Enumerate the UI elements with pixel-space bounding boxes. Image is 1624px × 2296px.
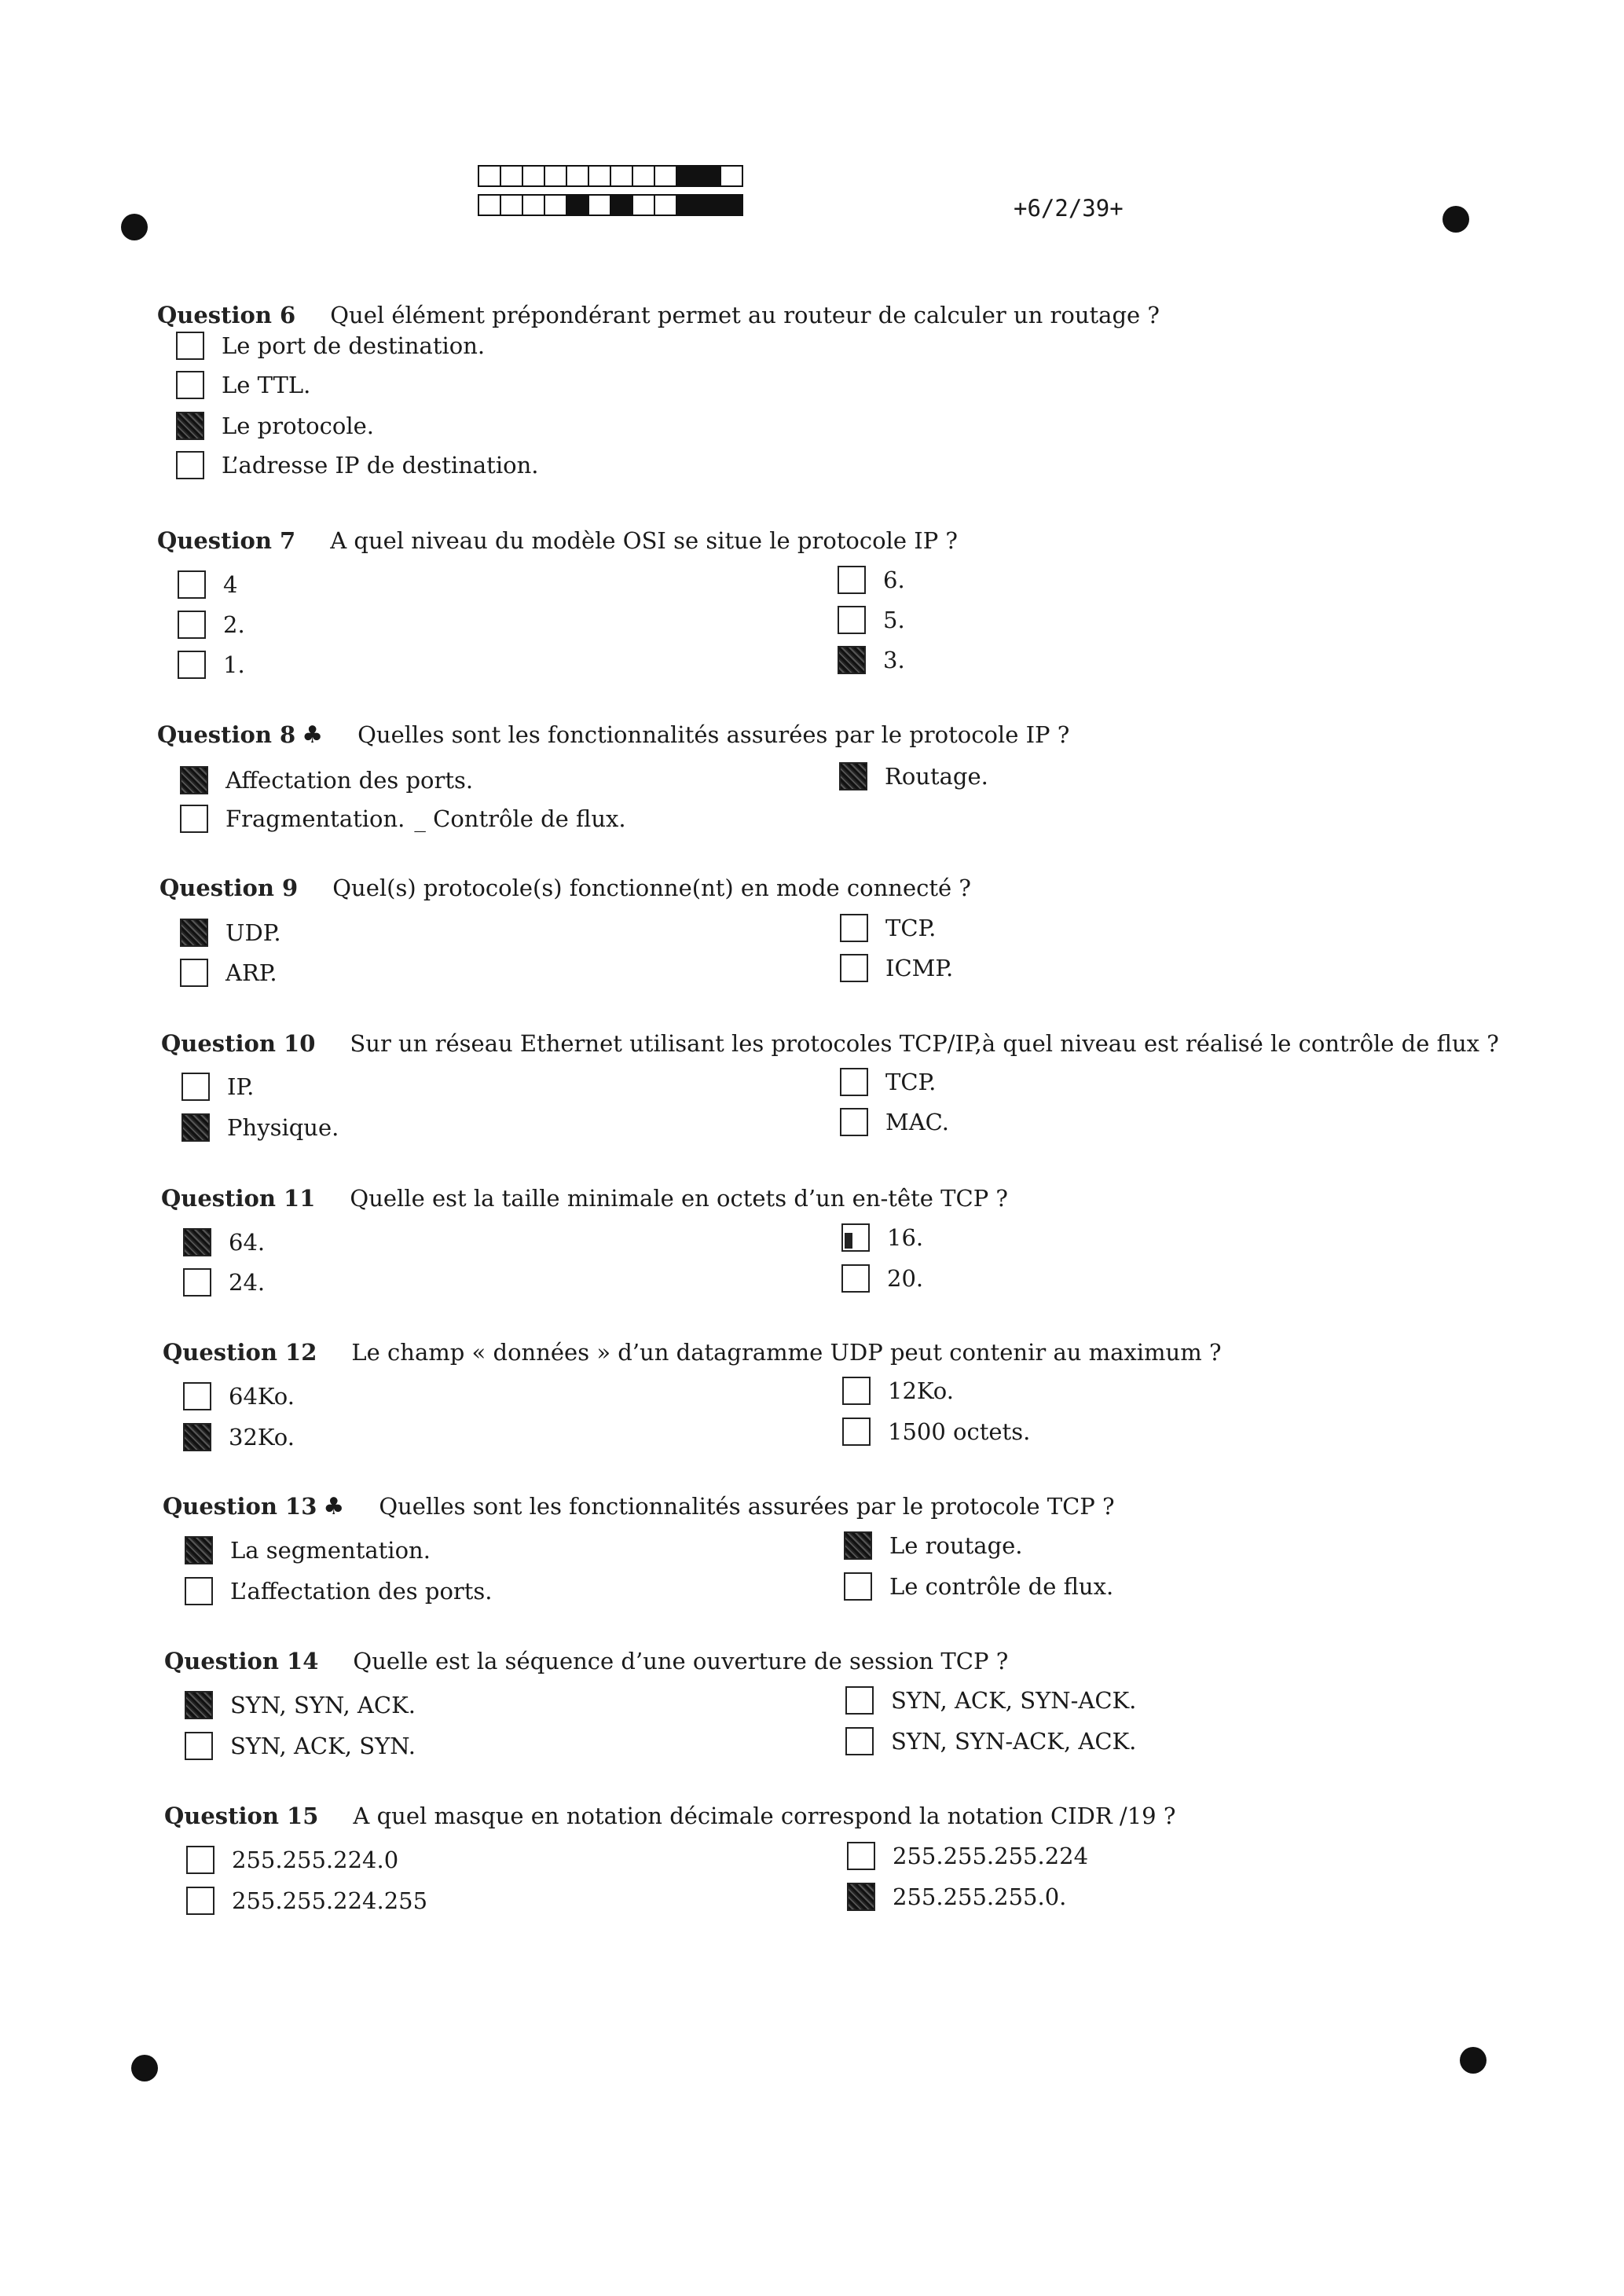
answer-label: Le contrôle de flux. bbox=[889, 1573, 1114, 1600]
question-text: A quel masque en notation décimale correspond la notation CIDR /19 ? bbox=[353, 1803, 1176, 1829]
barcode-cell bbox=[632, 165, 655, 187]
multiple-answer-club-icon: ♣ bbox=[302, 721, 324, 749]
checkbox[interactable] bbox=[178, 611, 206, 639]
answer-option[interactable] bbox=[840, 1068, 936, 1096]
question-label: Question 9 bbox=[159, 875, 299, 901]
barcode-cell bbox=[588, 194, 611, 216]
checkbox[interactable] bbox=[185, 1577, 213, 1605]
answer-option[interactable] bbox=[180, 766, 473, 794]
registration-mark-top-right bbox=[1443, 206, 1469, 233]
answer-option[interactable] bbox=[186, 1846, 398, 1874]
answer-option[interactable] bbox=[185, 1732, 416, 1760]
question-header bbox=[164, 1803, 1175, 1829]
answer-label: 32Ko. bbox=[229, 1424, 295, 1451]
checkbox[interactable] bbox=[845, 1727, 874, 1755]
answer-label: TCP. bbox=[885, 915, 937, 941]
answer-label: 255.255.224.255 bbox=[232, 1887, 428, 1914]
answer-label: 64. bbox=[229, 1229, 266, 1256]
checkbox-checked[interactable] bbox=[838, 646, 866, 674]
answer-label: Le protocole. bbox=[222, 413, 374, 439]
answer-label: Fragmentation. bbox=[225, 805, 405, 832]
answer-option[interactable] bbox=[185, 1577, 493, 1605]
barcode-cell bbox=[676, 165, 699, 187]
answer-option[interactable] bbox=[185, 1691, 416, 1719]
answer-option[interactable] bbox=[840, 914, 936, 942]
question-text: Quel élément prépondérant permet au routeur de calculer un routage ? bbox=[330, 302, 1160, 328]
answer-option[interactable] bbox=[183, 1382, 295, 1410]
checkbox-checked[interactable] bbox=[183, 1423, 211, 1451]
question-text: Sur un réseau Ethernet utilisant les protocoles TCP/IP,à quel niveau est réalisé le contrôle de flux ? bbox=[350, 1030, 1499, 1057]
checkbox-checked[interactable] bbox=[844, 1531, 872, 1560]
answer-option[interactable] bbox=[183, 1228, 265, 1256]
answer-label: 1500 octets. bbox=[888, 1418, 1031, 1445]
barcode-cell bbox=[478, 165, 501, 187]
answer-label: ICMP. bbox=[885, 955, 954, 981]
answer-label: SYN, SYN, ACK. bbox=[230, 1692, 416, 1718]
question-label: Question 7 bbox=[157, 527, 296, 554]
barcode-row bbox=[478, 165, 742, 187]
checkbox[interactable] bbox=[180, 805, 208, 833]
answer-option[interactable] bbox=[844, 1531, 1023, 1560]
question-label: Question 6 bbox=[157, 302, 296, 328]
barcode-cell bbox=[544, 165, 567, 187]
barcode-cell bbox=[720, 194, 743, 216]
answer-option[interactable] bbox=[842, 1377, 954, 1405]
answer-option[interactable] bbox=[844, 1572, 1113, 1601]
checkbox-checked[interactable] bbox=[185, 1691, 213, 1719]
answer-label: L’adresse IP de destination. bbox=[222, 452, 539, 479]
question-header bbox=[159, 875, 971, 901]
question-header bbox=[163, 1339, 1222, 1366]
question-header bbox=[161, 1030, 1499, 1057]
barcode-cell bbox=[654, 194, 677, 216]
question-text: Quel(s) protocole(s) fonctionne(nt) en mode connecté ? bbox=[332, 875, 971, 901]
barcode-cell bbox=[610, 165, 633, 187]
checkbox-checked[interactable] bbox=[185, 1536, 213, 1564]
answer-option[interactable] bbox=[186, 1887, 427, 1915]
checkbox-checked[interactable] bbox=[176, 412, 204, 440]
barcode-cell bbox=[566, 194, 589, 216]
barcode-cell bbox=[720, 165, 743, 187]
page-id: +6/2/39+ bbox=[1014, 195, 1124, 222]
answer-label: IP. bbox=[227, 1073, 255, 1100]
question-header bbox=[163, 1493, 1115, 1520]
answer-label: Le port de destination. bbox=[222, 332, 486, 359]
answer-option[interactable] bbox=[840, 1108, 949, 1136]
answer-option[interactable] bbox=[178, 570, 237, 599]
checkbox[interactable] bbox=[841, 1264, 870, 1293]
question-header bbox=[157, 721, 1069, 749]
multiple-answer-club-icon: ♣ bbox=[323, 1493, 345, 1520]
question-label: Question 13 bbox=[163, 1493, 317, 1520]
answer-option[interactable] bbox=[183, 1268, 265, 1297]
question-label: Question 11 bbox=[161, 1185, 316, 1212]
answer-label: 4 bbox=[223, 571, 238, 598]
answer-label: 16. bbox=[887, 1224, 924, 1251]
answer-option[interactable] bbox=[176, 412, 374, 440]
question-header bbox=[157, 302, 1160, 328]
barcode-row bbox=[478, 194, 742, 216]
answer-option[interactable] bbox=[847, 1842, 1088, 1870]
answer-label: SYN, SYN-ACK, ACK. bbox=[891, 1728, 1137, 1755]
checkbox[interactable] bbox=[845, 1686, 874, 1715]
question-header bbox=[157, 527, 958, 554]
checkbox[interactable] bbox=[178, 651, 206, 679]
barcode-cell bbox=[588, 165, 611, 187]
answer-option[interactable] bbox=[847, 1883, 1066, 1911]
answer-label: L’affectation des ports. bbox=[230, 1578, 493, 1605]
answer-label: TCP. bbox=[885, 1069, 937, 1095]
answer-label: 5. bbox=[883, 607, 905, 633]
checkbox[interactable] bbox=[847, 1842, 875, 1870]
barcode-cell bbox=[522, 165, 545, 187]
barcode-cell bbox=[632, 194, 655, 216]
answer-option[interactable] bbox=[838, 606, 905, 634]
answer-option[interactable] bbox=[180, 919, 281, 947]
answer-option[interactable] bbox=[176, 371, 310, 399]
answer-option[interactable] bbox=[839, 762, 988, 790]
answer-label: 24. bbox=[229, 1269, 266, 1296]
answer-label: 6. bbox=[883, 567, 905, 593]
question-label: Question 14 bbox=[164, 1648, 319, 1674]
answer-label: 3. bbox=[883, 647, 905, 673]
answer-option[interactable] bbox=[845, 1727, 1136, 1755]
barcode-cell bbox=[522, 194, 545, 216]
checkbox[interactable] bbox=[186, 1846, 214, 1874]
answer-option[interactable] bbox=[841, 1264, 923, 1293]
checkbox[interactable] bbox=[842, 1377, 871, 1405]
answer-option[interactable] bbox=[845, 1686, 1136, 1715]
answer-option[interactable] bbox=[178, 611, 245, 639]
question-label: Question 15 bbox=[164, 1803, 319, 1829]
question-text: Quelles sont les fonctionnalités assurées par le protocole IP ? bbox=[357, 721, 1070, 748]
answer-label: ARP. bbox=[225, 959, 277, 986]
barcode-cell bbox=[698, 165, 721, 187]
checkbox[interactable] bbox=[176, 371, 204, 399]
answer-option[interactable] bbox=[838, 566, 905, 594]
answer-label: Affectation des ports. bbox=[225, 767, 474, 794]
answer-option[interactable] bbox=[176, 451, 538, 479]
barcode-cell bbox=[500, 194, 523, 216]
answer-option[interactable] bbox=[840, 954, 953, 982]
answer-label: 20. bbox=[887, 1265, 924, 1292]
answer-option[interactable] bbox=[180, 805, 626, 833]
barcode-cell bbox=[500, 165, 523, 187]
handwritten-annotation: _ Contrôle de flux. bbox=[414, 805, 626, 832]
question-header bbox=[161, 1185, 1008, 1212]
answer-option[interactable] bbox=[842, 1418, 1030, 1446]
checkbox[interactable] bbox=[183, 1268, 211, 1297]
answer-label: 12Ko. bbox=[888, 1377, 954, 1404]
answer-label: Routage. bbox=[885, 763, 988, 790]
question-text: Quelles sont les fonctionnalités assurées par le protocole TCP ? bbox=[379, 1493, 1115, 1520]
question-text: Le champ « données » d’un datagramme UDP peut contenir au maximum ? bbox=[351, 1339, 1222, 1366]
registration-mark-bottom-right bbox=[1460, 2047, 1487, 2074]
checkbox[interactable] bbox=[844, 1572, 872, 1601]
barcode-cell bbox=[698, 194, 721, 216]
checkbox-checked[interactable] bbox=[180, 766, 208, 794]
answer-label: 2. bbox=[223, 611, 245, 638]
question-text: Quelle est la séquence d’une ouverture de session TCP ? bbox=[353, 1648, 1009, 1674]
answer-label: Physique. bbox=[227, 1114, 339, 1141]
barcode-cell bbox=[676, 194, 699, 216]
answer-option[interactable] bbox=[185, 1536, 431, 1564]
answer-label: MAC. bbox=[885, 1109, 950, 1135]
answer-label: Le routage. bbox=[889, 1532, 1023, 1559]
answer-option[interactable] bbox=[181, 1113, 339, 1142]
checkbox[interactable] bbox=[186, 1887, 214, 1915]
answer-option[interactable] bbox=[181, 1073, 254, 1101]
checkbox-checked[interactable] bbox=[839, 762, 867, 790]
checkbox-checked[interactable] bbox=[847, 1883, 875, 1911]
checkbox[interactable] bbox=[842, 1418, 871, 1446]
answer-option[interactable] bbox=[183, 1423, 295, 1451]
answer-label: UDP. bbox=[225, 919, 281, 946]
barcode-cell bbox=[544, 194, 567, 216]
answer-label: 255.255.255.0. bbox=[893, 1883, 1067, 1910]
registration-mark-bottom-left bbox=[131, 2055, 158, 2081]
question-label: Question 8 bbox=[157, 721, 296, 748]
answer-option[interactable] bbox=[838, 646, 905, 674]
answer-option[interactable] bbox=[176, 332, 485, 360]
checkbox[interactable] bbox=[180, 959, 208, 987]
answer-label: SYN, ACK, SYN. bbox=[230, 1733, 416, 1759]
checkbox[interactable] bbox=[841, 1223, 870, 1252]
answer-label: 255.255.255.224 bbox=[893, 1843, 1089, 1869]
checkbox[interactable] bbox=[176, 451, 204, 479]
barcode-cell bbox=[610, 194, 633, 216]
answer-label: SYN, ACK, SYN-ACK. bbox=[891, 1687, 1137, 1714]
checkbox[interactable] bbox=[181, 1073, 210, 1101]
answer-option[interactable] bbox=[178, 651, 245, 679]
answer-label: 64Ko. bbox=[229, 1383, 295, 1410]
checkbox-checked[interactable] bbox=[181, 1113, 210, 1142]
checkbox[interactable] bbox=[838, 566, 866, 594]
question-text: A quel niveau du modèle OSI se situe le protocole IP ? bbox=[330, 527, 958, 554]
registration-mark-top-left bbox=[121, 214, 148, 240]
checkbox-checked[interactable] bbox=[183, 1228, 211, 1256]
answer-label: 1. bbox=[223, 651, 245, 678]
answer-option[interactable] bbox=[841, 1223, 923, 1252]
checkbox[interactable] bbox=[840, 1108, 868, 1136]
answer-option[interactable] bbox=[180, 959, 277, 987]
checkbox[interactable] bbox=[838, 606, 866, 634]
checkbox[interactable] bbox=[178, 570, 206, 599]
barcode-cell bbox=[478, 194, 501, 216]
checkbox[interactable] bbox=[840, 914, 868, 942]
question-text: Quelle est la taille minimale en octets d’un en-tête TCP ? bbox=[350, 1185, 1008, 1212]
answer-label: La segmentation. bbox=[230, 1537, 431, 1564]
question-label: Question 12 bbox=[163, 1339, 317, 1366]
answer-label: Le TTL. bbox=[222, 372, 311, 398]
question-label: Question 10 bbox=[161, 1030, 316, 1057]
checkbox[interactable] bbox=[176, 332, 204, 360]
question-header bbox=[164, 1648, 1008, 1674]
checkbox[interactable] bbox=[185, 1732, 213, 1760]
checkbox[interactable] bbox=[183, 1382, 211, 1410]
checkbox[interactable] bbox=[840, 954, 868, 982]
barcode-cell bbox=[566, 165, 589, 187]
checkbox-checked[interactable] bbox=[180, 919, 208, 947]
barcode-cell bbox=[654, 165, 677, 187]
answer-label: 255.255.224.0 bbox=[232, 1847, 399, 1873]
checkbox[interactable] bbox=[840, 1068, 868, 1096]
